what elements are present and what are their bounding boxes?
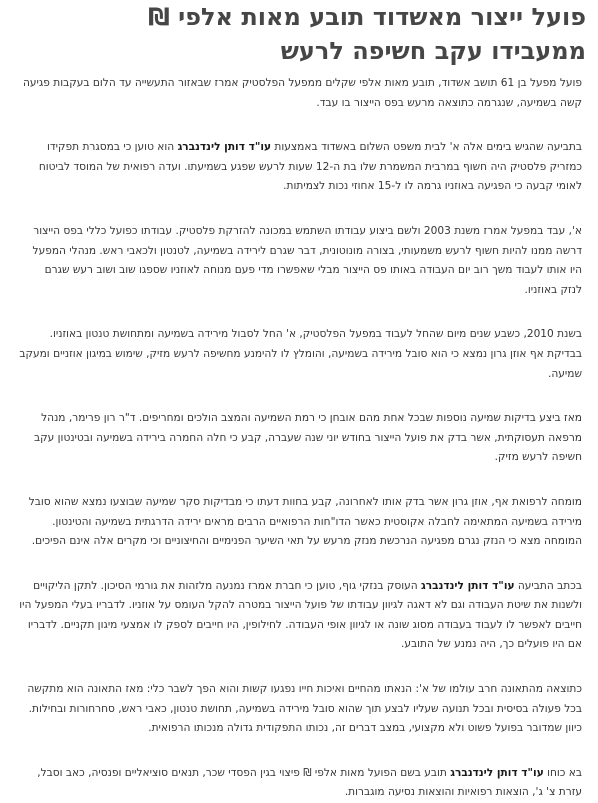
paragraph-line: מרפאה תעסוקתית, אשר בדק את פועל הייצור בחודש יוני שנה שעברה, קבע כי חלה החמרה בירידה בשמיעה ובטינטון עקב (34, 431, 582, 444)
paragraph-line: שמיעה. (548, 367, 582, 380)
article-paragraph (10, 138, 582, 197)
paragraph-line: חייבים לאפשר לו לעבוד בעבודה מסוג שונה או לגיוון אופי העבודה. לחילופין, היו חייבים לספק לו אמצעי מיגון תקניים. לדבריו (27, 618, 582, 631)
paragraph-line: פועל מפעל בן 61 תושב אשדוד, תובע מאות אלפי שקלים ממפעל הפלסטיק אמרז שבאזור התעשייה עד הלום בעקבות פגיעה (23, 77, 582, 89)
paragraph-line: היו אותו לעבוד משך רוב יום העבודה באותו פס הייצור מבלי שאפשרו מדי פעם מנוחה לאוזניו שספגו שוב ושוב רעש שגרם (44, 264, 582, 277)
paragraph-line: כתוצאה מהתאונה חרב עולמו של א': הנאתו מהחיים ואיכות חייו נפגעו קשות והוא הפך לשבר כלי: מאז התאונה הוא מתקשה (27, 683, 582, 696)
article-paragraph (10, 222, 582, 300)
paragraph-line (10, 138, 582, 158)
paragraph-line: קשה בשמיעה, שנגרמה כתוצאה מרעש בפס הייצור בו עבד. (316, 96, 582, 109)
paragraph-line: חשיפה לרעש מזיק. (494, 451, 582, 464)
line-text: הוא טוען כי במסגרת תפקידו (46, 141, 178, 154)
paragraph-line (10, 577, 582, 597)
article-paragraph (10, 680, 582, 739)
article-paragraph (10, 409, 582, 468)
lawyer-name: עו"ד דותן לינדנברג (421, 579, 515, 592)
article-paragraph (10, 493, 582, 552)
line-text: בא כוחו (543, 766, 582, 779)
article-paragraph (10, 764, 582, 803)
lawyer-name: עו"ד דותן לינדנברג (177, 141, 272, 154)
paragraph-line: עזרת צ' ג', הוצאות רפואיות והוצאות נסיעה מוגברות. (344, 786, 582, 799)
paragraph-line: ולשנות את שיטת העבודה וגם לא דאגה לגיוון עבודתו של פועל הייצור במטרה להקל העומס על אוזניו. לדבריו בעלי המפעל היו (19, 599, 582, 612)
paragraph-line: לנזק באוזניו. (524, 283, 582, 296)
article-paragraph (10, 325, 582, 384)
paragraph-line (10, 764, 582, 784)
paragraph-line: בבדיקת אף אוזן גרון נמצא כי הוא סובל מירידה בשמיעה, והומלץ לו להימנע מחשיפה לרעש מזיק, שימוש במיגון אוזניים ומעקב (19, 347, 582, 360)
paragraph-line: דרשה ממנו להיות חשוף לרעש משמעותי, בצורה מונוטונית, דבר שגרם לירידה בשמיעה, לטנטון ולכאבי ראש. מנהלי המפעל (32, 244, 582, 257)
article-headline (0, 0, 598, 68)
line-text: העוסק בנזקי גוף, טוען כי חברת אמרז נמנעה מלזהות את גורמי הסיכון. לתקן הליקויים (33, 579, 422, 592)
paragraph-line: כמזריק פלסטיק היה חשוף במרבית המשמרת שלו בת ה-12 שעות לרעש שפגע בשמיעתו. ועדה רפואית של המוסד לביטוח (38, 160, 582, 173)
paragraph-line: לאומי קבעה כי הפגיעה באוזניו גרמה לו ל-15 אחוזי נכות לצמיתות. (283, 180, 582, 193)
paragraph-line: מירידה בשמיעה המתאימה לחבלה אקוסטית כאשר הדו"חות הרפואיים הרבים מראים ירידה הדרגתית בשמיעה והטינטון. (52, 515, 582, 528)
headline-line-2: ממעבידו עקב חשיפה לרעש (280, 37, 586, 65)
paragraph-line: אם היו פועלים כך, היה נמנע של התובע. (400, 638, 582, 651)
article-body (0, 68, 598, 803)
line-text: בכתב התביעה (514, 579, 582, 592)
line-text: בתביעה שהגיש בימים אלה א' לבית משפט השלום באשדוד באמצעות (271, 141, 582, 154)
lawyer-name: עו"ד דותן לינדנברג (450, 766, 544, 779)
article-paragraph (10, 74, 582, 113)
paragraph-line: כיוון שמדובר בפועל פשוט ולא מקצועי, במצב דברים זה, נכותו התפקודית גדולה מנכותו הרפואית. (148, 722, 582, 735)
paragraph-line: מומחה לרפואת אף, אוזן גרון אשר בדק אותו לאחרונה, קבע בחוות דעתו כי מבדיקות סקר שמיעה שבוצעו נמצא שהוא סובל (28, 495, 582, 508)
headline-line-1: פועל ייצור מאשדוד תובע מאות אלפי ₪ (148, 3, 586, 31)
paragraph-line: בכל פעולה בסיסית ובכל תנועה שעליו לבצע תוך שהוא סובל מירידה בשמיעה, תחושת טנטון, כאבי ראש, סחרחורות ובחילות. (28, 702, 582, 715)
paragraph-line: המומחה מצא כי הנזק נגרם מפגיעה הנרכשת מנזק מרעש על תאי השיער הפנימיים והחיצוניים וכי מקרים אלה אינם הפיכים. (31, 535, 582, 548)
article-paragraph (10, 577, 582, 655)
paragraph-line: א', עבד במפעל אמרז משנת 2003 ולשם ביצוע עבודתו השתמש במכונה להזרקת פלסטיק. עבודתו כפועל כללי בפס הייצור (33, 224, 582, 237)
paragraph-line: מאז ביצע בדיקות שמיעה נוספות שבכל אחת מהם אובחן כי רמת השמיעה והמצב הולכים ומחריפים. ד"ר רון פרימר, מנהל (41, 412, 582, 425)
paragraph-line: בשנת 2010, כשבע שנים מיום שהחל לעבוד במפעל הפלסטיק, א' החל לסבול מירידה בשמיעה ומתחושת טנטון באוזניו. (49, 328, 582, 341)
line-text: תובע בשם הפועל מאות אלפי ₪ פיצוי בגין הפסדי שכר, תנאים סוציאליים ופנסיה, כאב וסבל, (37, 766, 451, 779)
